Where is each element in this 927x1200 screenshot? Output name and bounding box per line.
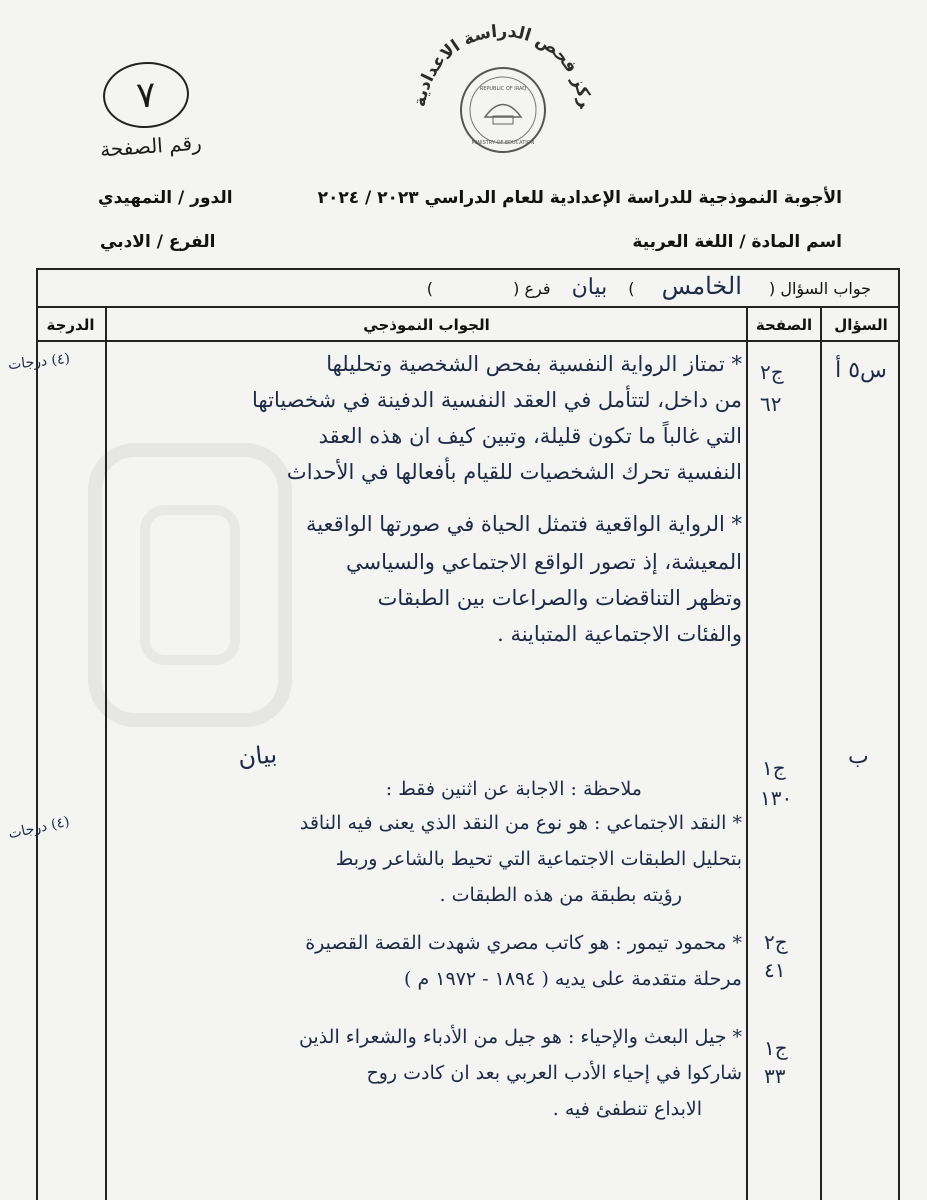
answer-line: * محمود تيمور : هو كاتب مصري شهدت القصة القصيرة (305, 932, 742, 954)
answer-line: رؤيته بطبقة من هذه الطبقات . (439, 884, 682, 906)
question-number-handwritten: الخامس (661, 272, 742, 300)
section-b-note: بيان (236, 740, 279, 772)
question-line (251, 272, 871, 302)
section-a-page-1: ج٢ (760, 360, 784, 384)
section-a-page-2: ٦٢ (760, 392, 782, 416)
round-label: الدور / التمهيدي (98, 188, 233, 208)
section-a-answer (110, 352, 742, 658)
header-page: الصفحة (755, 316, 813, 334)
branch-line-close: ) (426, 279, 433, 298)
answer-note-line: ملاحظة : الاجابة عن اثنين فقط : (385, 778, 642, 800)
answer-line: المعيشة، إذ تصور الواقع الاجتماعي والسياسي (346, 550, 742, 574)
answer-line: التي غالباً ما تكون قليلة، وتبين كيف ان هذه العقد (318, 424, 742, 448)
question-line-close: ) (628, 279, 635, 298)
section-b-question: ب (848, 744, 869, 769)
subject-label: اسم المادة / اللغة العربية (632, 232, 842, 252)
answer-line: النفسية تحرك الشخصيات للقيام بأفعالها في الأحداث (286, 460, 742, 484)
answer-line: من داخل، لتتأمل في العقد النفسية الدفينة في شخصياتها (252, 388, 742, 412)
section-b-grade: (٤) درجات (7, 813, 72, 843)
answer-line: وتظهر التناقضات والصراعات بين الطبقات (377, 586, 742, 610)
svg-text:مركز فحص الدراسة الاعدادية (405, 12, 595, 110)
section-a-grade: (٤) درجات (7, 350, 71, 374)
question-sub-handwritten: بيان (571, 275, 608, 300)
branch-line-label: فرع ( (513, 279, 551, 298)
stamp-inner-top: REPUBLIC OF IRAQ (479, 86, 527, 92)
answer-line: شاركوا في إحياء الأدب العربي بعد ان كادت روح (366, 1062, 742, 1084)
answer-line: * تمتاز الرواية النفسية بفحص الشخصية وتحليلها (326, 352, 742, 376)
section-b-page-6: ٣٣ (764, 1064, 786, 1088)
stamp-arc-text: ركز فحص الدراسة الاعدادية (409, 21, 595, 110)
stamp-inner-bottom: MINISTRY OF EDUCATION (471, 140, 535, 146)
section-b-page-5: ج١ (764, 1036, 788, 1060)
answer-line: الابداع تنطفئ فيه . (552, 1098, 702, 1120)
header-question: السؤال (834, 316, 888, 334)
question-line-label: جواب السؤال ( (768, 279, 871, 298)
section-b-page-4: ٤١ (764, 958, 786, 982)
answer-line: * النقد الاجتماعي : هو نوع من النقد الذي يعنى فيه الناقد (299, 812, 742, 834)
branch-label: الفرع / الادبي (100, 232, 216, 252)
document-title: الأجوبة النموذجية للدراسة الإعدادية للعام الدراسي ٢٠٢٣ / ٢٠٢٤ (317, 188, 842, 208)
page-number-circle (101, 59, 191, 131)
header-answer: الجواب النموذجي (363, 316, 490, 334)
section-a-question: س٥ أ (835, 358, 887, 383)
answer-line: بتحليل الطبقات الاجتماعية التي تحيط بالشاعر وربط (335, 848, 742, 870)
answer-line: * جيل البعث والإحياء : هو جيل من الأدباء والشعراء الذين (298, 1026, 742, 1048)
answer-line: مرحلة متقدمة على يديه ( ١٨٩٤ - ١٩٧٢ م ) (404, 968, 742, 990)
section-b-page-3: ج٢ (764, 930, 788, 954)
page-number-label: رقم الصفحة (99, 130, 203, 162)
ministry-stamp (405, 12, 595, 162)
section-b-page-2: ١٣٠ (760, 786, 793, 810)
section-b-answer (110, 778, 742, 1134)
header-grade: الدرجة (46, 316, 95, 334)
section-b-page-1: ج١ (762, 756, 786, 780)
answer-line: * الرواية الواقعية فتمثل الحياة في صورتها الواقعية (305, 512, 742, 536)
page-number-value: ٧ (134, 73, 158, 117)
answer-line: والفئات الاجتماعية المتباينة . (497, 622, 742, 646)
